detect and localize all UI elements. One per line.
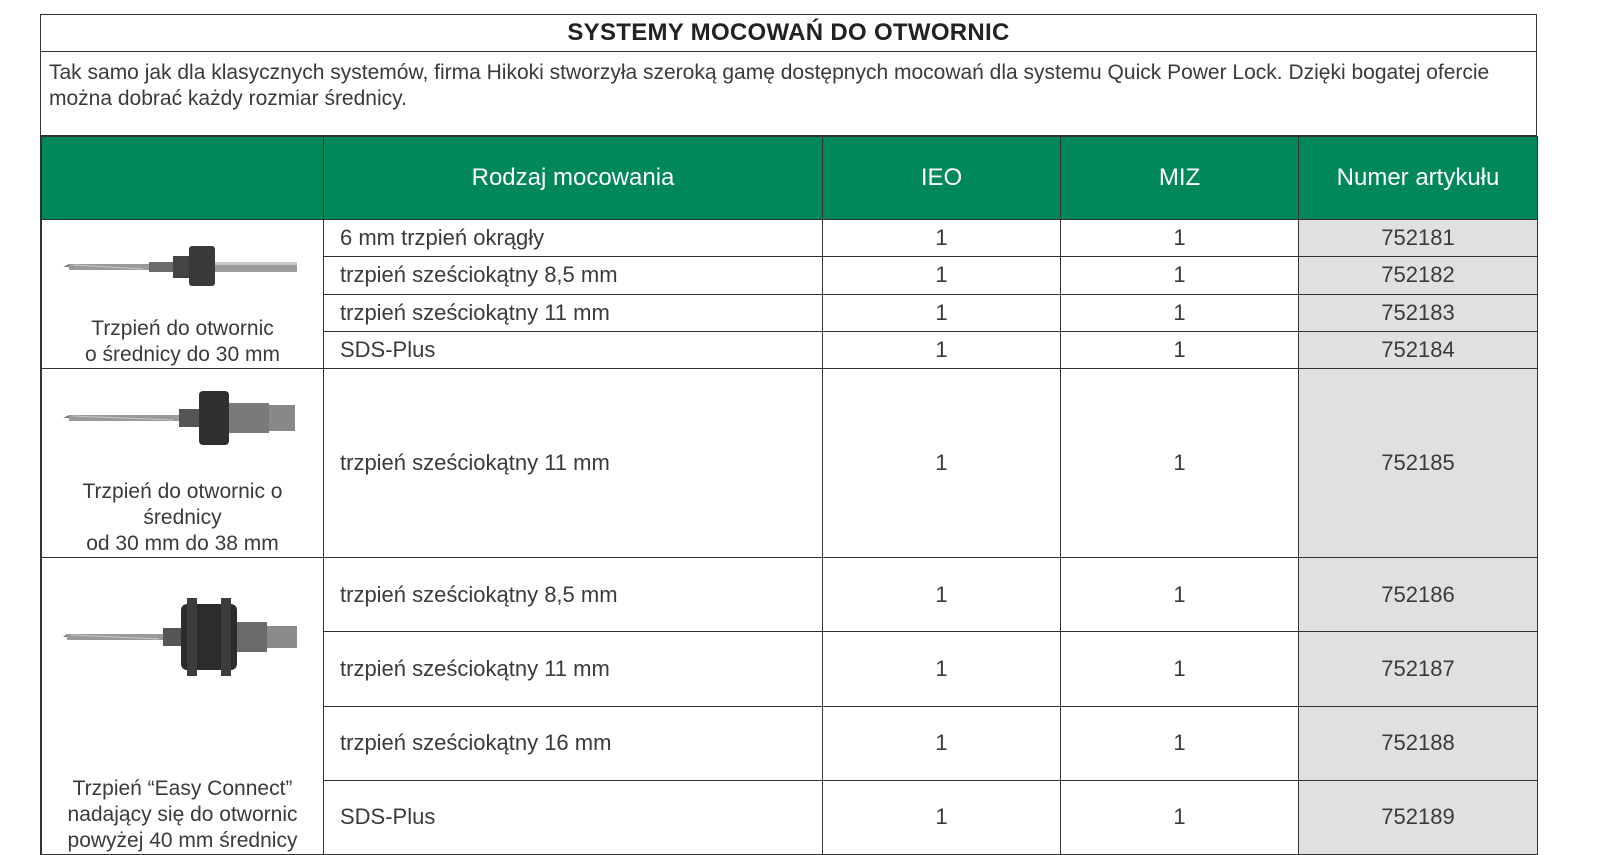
kind-cell: SDS-Plus: [324, 780, 823, 854]
easy-connect-arbor-icon: [63, 594, 303, 684]
kind-cell: trzpień sześciokątny 8,5 mm: [324, 257, 823, 294]
article-cell: 752188: [1299, 706, 1538, 780]
miz-cell: 1: [1061, 558, 1299, 632]
table-row: [42, 369, 1538, 558]
page-title: SYSTEMY MOCOWAŃ DO OTWORNIC: [567, 19, 1010, 46]
title-row: [41, 15, 1537, 52]
article-cell: 752185: [1299, 369, 1538, 558]
intro-paragraph: Tak samo jak dla klasycznych systemów, firma Hikoki stworzyła szeroką gamę dostępnych mocowań dla systemu Quick Power Lock. Dzięki bogatej ofercie można dobrać każdy rozmiar średnicy.: [41, 52, 1537, 136]
table-header-row: [42, 137, 1538, 220]
group-2-image-cell: [42, 369, 324, 558]
article-cell: 752184: [1299, 331, 1538, 368]
arbor-drill-icon: [63, 234, 303, 304]
kind-cell: trzpień sześciokątny 11 mm: [324, 294, 823, 331]
article-cell: 752183: [1299, 294, 1538, 331]
miz-cell: 1: [1061, 220, 1299, 257]
holesaw-arbor-sheet: [40, 14, 1537, 855]
ieo-cell: 1: [823, 558, 1061, 632]
caption-line: o średnicy do 30 mm: [85, 343, 280, 366]
miz-cell: 1: [1061, 257, 1299, 294]
kind-cell: trzpień sześciokątny 11 mm: [324, 632, 823, 706]
group-3-image-cell: [42, 558, 324, 855]
group-3-caption: [42, 776, 323, 854]
ieo-cell: 1: [823, 294, 1061, 331]
ieo-cell: 1: [823, 632, 1061, 706]
article-cell: 752189: [1299, 780, 1538, 854]
article-cell: 752186: [1299, 558, 1538, 632]
header-article: Numer artykułu: [1299, 137, 1538, 220]
table-row: [42, 220, 1538, 257]
table-row: [42, 558, 1538, 632]
miz-cell: 1: [1061, 632, 1299, 706]
ieo-cell: 1: [823, 331, 1061, 368]
kind-cell: trzpień sześciokątny 8,5 mm: [324, 558, 823, 632]
group-1-image-cell: [42, 220, 324, 369]
ieo-cell: 1: [823, 220, 1061, 257]
header-ieo: IEO: [823, 137, 1061, 220]
kind-cell: trzpień sześciokątny 16 mm: [324, 706, 823, 780]
ieo-cell: 1: [823, 369, 1061, 558]
group-2-caption: [42, 479, 323, 557]
miz-cell: 1: [1061, 706, 1299, 780]
caption-line: od 30 mm do 38 mm: [86, 532, 279, 555]
miz-cell: 1: [1061, 780, 1299, 854]
miz-cell: 1: [1061, 294, 1299, 331]
miz-cell: 1: [1061, 369, 1299, 558]
caption-line: Trzpień do otwornic o średnicy: [82, 480, 283, 529]
ieo-cell: 1: [823, 780, 1061, 854]
caption-line: powyżej 40 mm średnicy: [67, 829, 298, 852]
caption-line: nadający się do otwornic: [67, 803, 298, 826]
article-cell: 752182: [1299, 257, 1538, 294]
article-cell: 752187: [1299, 632, 1538, 706]
group-1-caption: [42, 316, 323, 368]
article-cell: 752181: [1299, 220, 1538, 257]
ieo-cell: 1: [823, 706, 1061, 780]
ieo-cell: 1: [823, 257, 1061, 294]
miz-cell: 1: [1061, 331, 1299, 368]
header-miz: MIZ: [1061, 137, 1299, 220]
kind-cell: SDS-Plus: [324, 331, 823, 368]
caption-line: Trzpień do otwornic: [91, 317, 274, 340]
arbor-table: [41, 136, 1538, 855]
kind-cell: trzpień sześciokątny 11 mm: [324, 369, 823, 558]
header-kind: Rodzaj mocowania: [324, 137, 823, 220]
caption-line: Trzpień “Easy Connect”: [72, 777, 293, 800]
arbor-drill-icon: [63, 383, 303, 453]
header-image: [42, 137, 324, 220]
kind-cell: 6 mm trzpień okrągły: [324, 220, 823, 257]
